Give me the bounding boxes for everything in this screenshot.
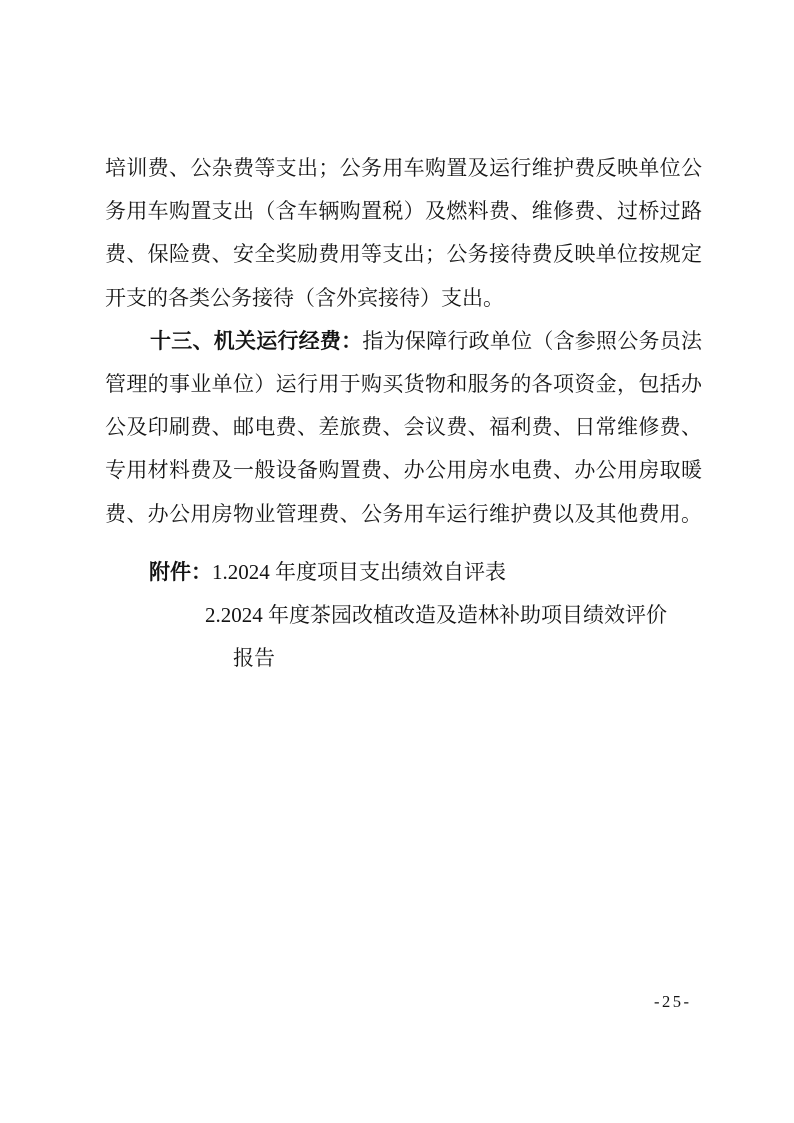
attachments-list: [105, 551, 702, 681]
para2-line-3: 公及印刷费、邮电费、差旅费、会议费、福利费、日常维修费、: [105, 415, 702, 440]
paragraph-expense-description: [105, 147, 702, 320]
attachment-item-2-line-2: 报告: [233, 646, 275, 671]
attachment-item-2-line-1: 2.2024 年度茶园改植改造及造林补助项目绩效评价: [205, 602, 667, 627]
para2-line-2: 管理的事业单位）运行用于购买货物和服务的各项资金，包括办: [105, 371, 702, 396]
paragraph-operating-funds: [105, 320, 702, 536]
attachment-item-1: [105, 551, 702, 594]
para1-line-1: 培训费、公杂费等支出；公务用车购置及运行维护费反映单位公: [105, 156, 702, 180]
attachments-label: 附件：: [149, 559, 212, 584]
para2-heading-bold: 十三、机关运行经费：: [150, 328, 363, 353]
para1-line-3: 费、保险费、安全奖励费用等支出；公务接待费反映单位按规定: [105, 242, 702, 267]
para2-line-1-rest: 指为保障行政单位（含参照公务员法: [362, 328, 703, 353]
para1-line-2: 务用车购置支出（含车辆购置税）及燃料费、维修费、过桥过路: [105, 199, 702, 224]
para2-line-5: 费、办公用房物业管理费、公务用车运行维护费以及其他费用。: [105, 501, 702, 526]
para2-line-4: 专用材料费及一般设备购置费、办公用房水电费、办公用房取暖: [105, 458, 702, 483]
para2-line-1: [105, 320, 702, 363]
page-number: -25-: [654, 992, 692, 1011]
attachment-item-1-text: 1.2024 年度项目支出绩效自评表: [212, 559, 506, 584]
document-body: [105, 147, 702, 680]
para1-line-4: 开支的各类公务接待（含外宾接待）支出。: [105, 285, 504, 310]
